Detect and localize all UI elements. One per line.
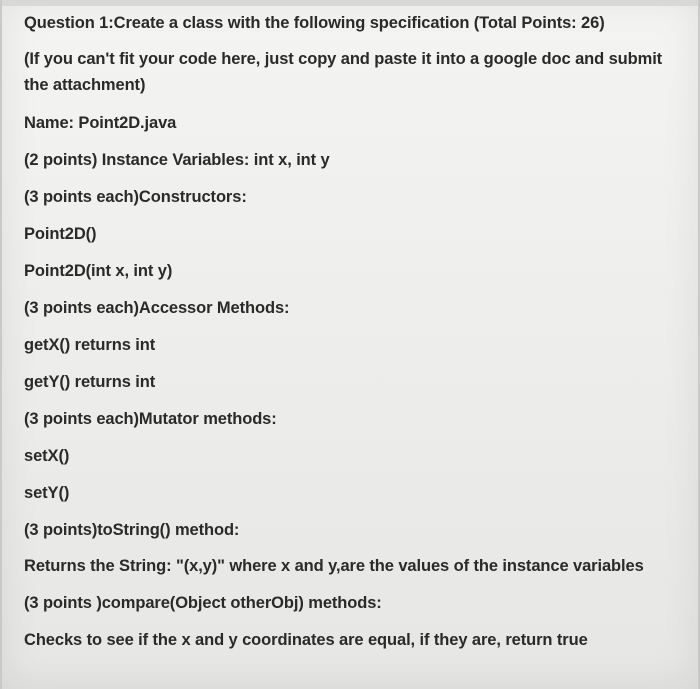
accessors-heading: (3 points each)Accessor Methods:: [24, 299, 290, 317]
constructor-default: Point2D(): [24, 225, 97, 243]
document-page: [2, 0, 698, 689]
instruction-text: (If you can't fit your code here, just copy and paste it into a google doc and submit the attachment): [24, 50, 663, 94]
compare-description: Checks to see if the x and y coordinates are equal, if they are, return true: [24, 631, 588, 649]
instance-variables: (2 points) Instance Variables: int x, int y: [24, 151, 330, 169]
mutators-heading: (3 points each)Mutator methods:: [24, 410, 277, 428]
mutator-sety: setY(): [24, 484, 70, 502]
top-divider: [2, 0, 698, 6]
mutator-setx: setX(): [24, 447, 70, 465]
tostring-heading: (3 points)toString() method:: [24, 521, 240, 539]
compare-heading: (3 points )compare(Object otherObj) methods:: [24, 594, 382, 612]
class-name: Name: Point2D.java: [24, 114, 177, 132]
constructors-heading: (3 points each)Constructors:: [24, 188, 247, 206]
constructor-params: Point2D(int x, int y): [24, 262, 173, 280]
question-title: Question 1:Create a class with the following specification (Total Points: 26): [24, 14, 605, 32]
accessor-getx: getX() returns int: [24, 336, 156, 354]
tostring-description: Returns the String: "(x,y)" where x and y,are the values of the instance variables: [24, 557, 644, 575]
accessor-gety: getY() returns int: [24, 373, 156, 391]
